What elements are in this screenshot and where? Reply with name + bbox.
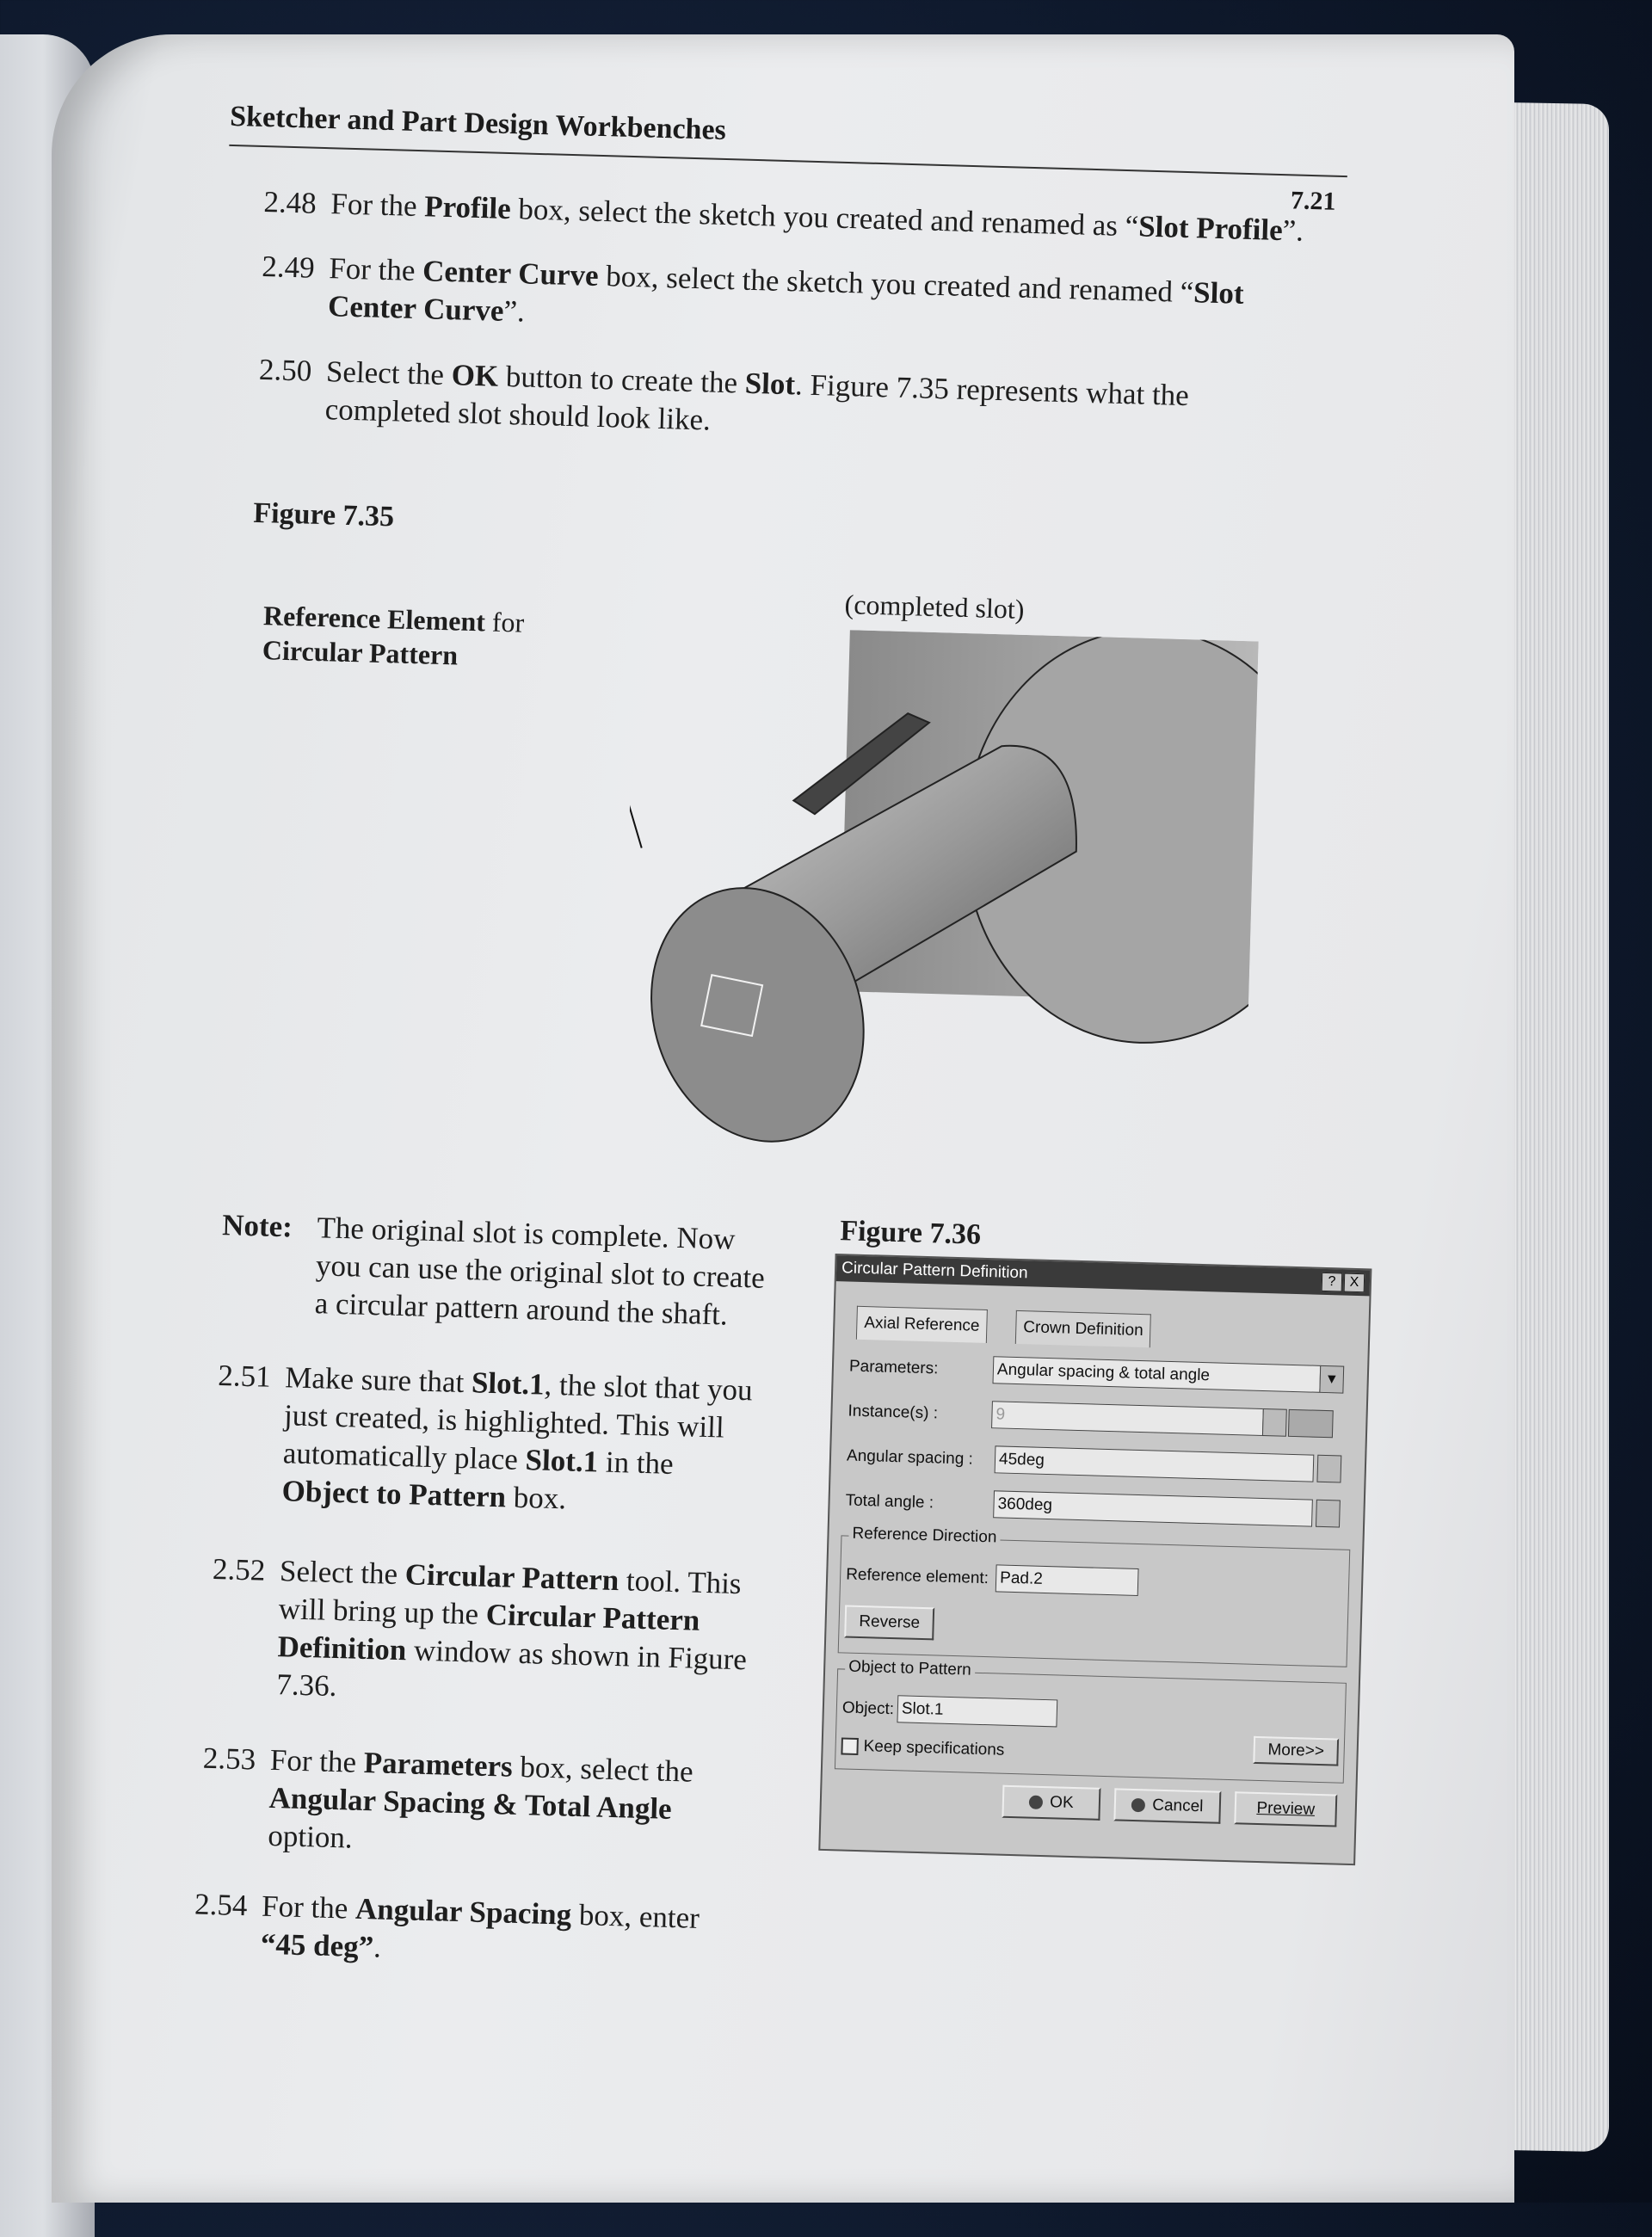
step-text: completed slot should look like. bbox=[324, 392, 712, 437]
step-2-48 bbox=[262, 185, 1364, 251]
step-bold: Circular Pattern bbox=[404, 1557, 620, 1598]
note-block bbox=[219, 1206, 824, 1336]
total-angle-field[interactable]: 360deg bbox=[993, 1490, 1313, 1526]
dialog-title-bar bbox=[836, 1255, 1371, 1296]
step-bold: Angular Spacing & Total Angle bbox=[268, 1780, 673, 1826]
step-bold: Slot.1 bbox=[471, 1365, 546, 1402]
note-text: a circular pattern around the shaft. bbox=[314, 1286, 729, 1332]
instances-label: Instance(s) : bbox=[848, 1402, 939, 1423]
step-text: box, select the sketch you created and renamed as “ bbox=[510, 192, 1139, 243]
step-text: ”. bbox=[502, 293, 526, 329]
step-text: automatically place bbox=[282, 1436, 527, 1477]
step-text: Select the bbox=[279, 1554, 406, 1592]
reference-element-callout bbox=[262, 598, 524, 674]
step-text: box, enter bbox=[570, 1897, 700, 1935]
step-bold: Slot Profile bbox=[1137, 209, 1284, 248]
step-bold: OK bbox=[451, 358, 499, 393]
step-2-50 bbox=[258, 352, 1359, 457]
step-2-49 bbox=[261, 249, 1362, 354]
step-bold: Slot bbox=[744, 366, 796, 402]
step-bold: Center Curve bbox=[422, 254, 600, 293]
step-bold: Parameters bbox=[363, 1745, 514, 1784]
reference-element-field[interactable]: Pad.2 bbox=[996, 1564, 1139, 1596]
leader-line bbox=[620, 649, 647, 848]
step-bold: Object to Pattern bbox=[281, 1474, 507, 1514]
reverse-button[interactable]: Reverse bbox=[844, 1605, 934, 1641]
step-text: For the bbox=[328, 251, 423, 288]
header-rule bbox=[229, 145, 1347, 177]
keep-specifications-label: Keep specifications bbox=[863, 1737, 1005, 1759]
circular-pattern-dialog bbox=[818, 1254, 1372, 1865]
step-text: option. bbox=[267, 1818, 354, 1855]
step-bold: “45 deg” bbox=[260, 1926, 374, 1964]
step-number: 2.53 bbox=[202, 1741, 256, 1777]
step-text: ”. bbox=[1282, 213, 1304, 248]
step-text: in the bbox=[597, 1445, 675, 1481]
note-label: Note: bbox=[221, 1208, 293, 1244]
step-2-54 bbox=[194, 1887, 812, 1979]
angular-spacing-stepper[interactable] bbox=[1316, 1455, 1341, 1483]
figure-7-35-cad-model bbox=[620, 624, 1259, 1174]
total-angle-stepper[interactable] bbox=[1316, 1500, 1341, 1528]
step-number: 2.51 bbox=[217, 1359, 272, 1394]
cancel-icon bbox=[1131, 1798, 1145, 1812]
step-text: Select the bbox=[325, 354, 453, 392]
step-2-52 bbox=[212, 1551, 831, 1719]
dialog-title: Circular Pattern Definition bbox=[841, 1259, 1028, 1283]
figure-7-35-label: Figure 7.35 bbox=[252, 496, 395, 533]
step-text: For the bbox=[261, 1889, 356, 1926]
step-text: box. bbox=[505, 1480, 567, 1516]
step-bold: Slot.1 bbox=[525, 1443, 599, 1479]
step-bold: Profile bbox=[423, 189, 512, 226]
instances-stepper[interactable] bbox=[1262, 1408, 1287, 1437]
keep-specifications-checkbox[interactable] bbox=[841, 1737, 859, 1755]
running-head: Sketcher and Part Design Workbenches bbox=[229, 100, 727, 146]
step-2-53 bbox=[202, 1741, 821, 1870]
parameters-select[interactable]: Angular spacing & total angle bbox=[992, 1356, 1321, 1393]
step-bold: Definition bbox=[277, 1630, 407, 1667]
step-bold: Center Curve bbox=[327, 289, 505, 328]
object-to-pattern-group bbox=[835, 1657, 1347, 1783]
completed-slot-callout: (completed slot) bbox=[844, 589, 1025, 625]
step-text: tool. This bbox=[618, 1563, 743, 1601]
parameters-label: Parameters: bbox=[848, 1357, 939, 1378]
step-text: just created, is highlighted. This will bbox=[283, 1398, 725, 1445]
keep-specifications[interactable] bbox=[841, 1736, 1004, 1759]
step-number: 2.48 bbox=[262, 185, 317, 220]
step-text: , the slot that you bbox=[544, 1367, 754, 1408]
angular-spacing-label: Angular spacing : bbox=[846, 1446, 974, 1469]
object-field[interactable]: Slot.1 bbox=[897, 1695, 1057, 1727]
callout-bold: Reference Element bbox=[262, 600, 486, 638]
more-button[interactable]: More>> bbox=[1253, 1736, 1339, 1766]
figure-7-36-label: Figure 7.36 bbox=[839, 1215, 982, 1251]
step-2-51 bbox=[217, 1359, 836, 1525]
instances-field[interactable]: 9 bbox=[991, 1401, 1264, 1436]
angular-spacing-field[interactable]: 45deg bbox=[995, 1445, 1315, 1482]
step-number: 2.52 bbox=[212, 1551, 266, 1587]
step-bold: Circular Pattern bbox=[485, 1597, 700, 1637]
dictionary-icon[interactable] bbox=[1288, 1409, 1334, 1438]
callout-text: for bbox=[484, 606, 525, 638]
step-text: will bring up the bbox=[278, 1592, 487, 1631]
step-text: 7.36. bbox=[275, 1667, 337, 1704]
callout-bold: Circular Pattern bbox=[262, 634, 459, 671]
step-text: Make sure that bbox=[284, 1360, 472, 1400]
step-text: For the bbox=[330, 187, 425, 224]
ok-label: OK bbox=[1049, 1793, 1074, 1813]
object-to-pattern-title: Object to Pattern bbox=[845, 1658, 975, 1680]
step-text: . bbox=[373, 1930, 382, 1964]
step-text: button to create the bbox=[497, 359, 746, 400]
page-number: 7.21 bbox=[1290, 186, 1336, 216]
close-button[interactable]: X bbox=[1344, 1273, 1365, 1293]
tab-crown-definition[interactable]: Crown Definition bbox=[1015, 1310, 1151, 1347]
preview-button[interactable]: Preview bbox=[1234, 1791, 1337, 1827]
step-text: box, select the sketch you created and renamed “ bbox=[598, 258, 1194, 310]
note-text: The original slot is complete. Now bbox=[317, 1211, 737, 1256]
step-number: 2.50 bbox=[258, 352, 312, 388]
reference-direction-title: Reference Direction bbox=[848, 1525, 1000, 1548]
reference-direction-group bbox=[838, 1524, 1351, 1667]
step-text: window as shown in Figure bbox=[405, 1633, 748, 1677]
cancel-button[interactable] bbox=[1113, 1788, 1221, 1823]
total-angle-label: Total angle : bbox=[845, 1491, 934, 1513]
cancel-label: Cancel bbox=[1152, 1796, 1204, 1816]
object-label: Object: bbox=[841, 1698, 895, 1719]
ok-button[interactable] bbox=[1002, 1785, 1100, 1821]
step-text: box, select the bbox=[512, 1749, 694, 1789]
ok-icon bbox=[1029, 1796, 1043, 1809]
step-text: . Figure 7.35 represents what the bbox=[794, 367, 1190, 413]
step-bold: Slot bbox=[1193, 275, 1245, 311]
reference-element-label: Reference element: bbox=[845, 1565, 989, 1588]
step-number: 2.49 bbox=[261, 249, 316, 285]
step-bold: Angular Spacing bbox=[354, 1891, 572, 1932]
chevron-down-icon[interactable]: ▾ bbox=[1319, 1365, 1344, 1394]
note-text: you can use the original slot to create bbox=[315, 1248, 766, 1295]
tab-axial-reference[interactable]: Axial Reference bbox=[856, 1306, 988, 1343]
help-button[interactable]: ? bbox=[1322, 1273, 1343, 1292]
step-number: 2.54 bbox=[194, 1887, 249, 1923]
step-text: For the bbox=[269, 1742, 365, 1779]
